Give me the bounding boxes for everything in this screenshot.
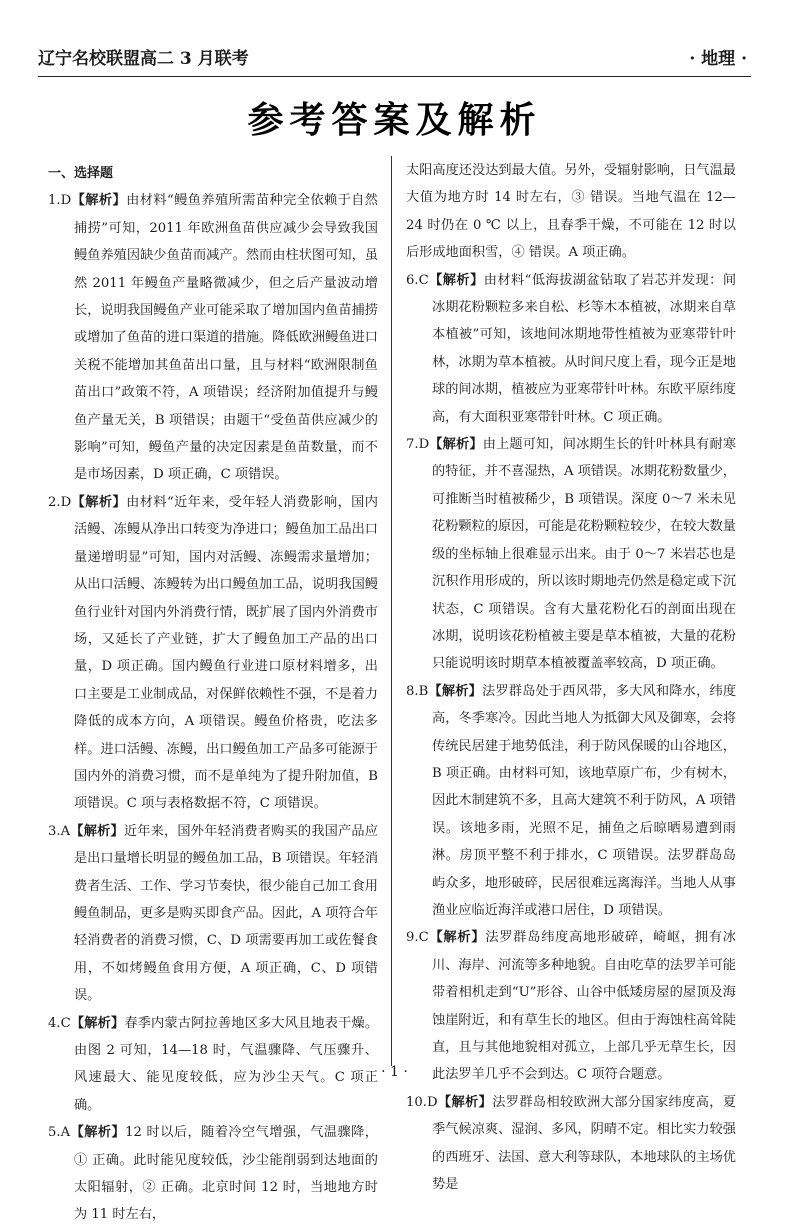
subject-label: · 地理 · [689, 49, 747, 69]
answer-item [406, 267, 736, 431]
question-number: 6.C [406, 272, 429, 288]
question-number: 7.D [406, 437, 430, 453]
column-divider [391, 156, 392, 1066]
analysis-tag: 【解析】 [70, 823, 124, 839]
answer-text: 太阳高度还没达到最大值。另外，受辐射影响，日气温最大值为地方时 14 时左右，③ 错误。当地气温在 12—24 时仍在 0 ℃ 以上，且春季干燥，不可能在 12 时以后形成地面积雪，④ 错误。A 项正确。 [406, 163, 736, 261]
answer-text: 春季内蒙古阿拉善地区多大风且地表干燥。由图 2 可知，14—18 时，气温骤降、气压骤升、风速最大、能见度较低，应为沙尘天气。C 项正确。 [74, 1015, 379, 1113]
answer-text: 由材料“鳗鱼养殖所需苗种完全依赖于自然捕捞”可知，2011 年欧洲鱼苗供应减少会导致我国鳗鱼养殖因缺少鱼苗而减产。然而由柱状图可知，虽然 2011 年鳗鱼产量略微减少，但之后产量波动增长，说明我国鳗鱼产业可能采取了增加国内鱼苗捕捞或增加了鱼苗的进口渠道的措施。降低欧洲鳗鱼进口关税不能增加其鱼苗出口量，且与材料“欧洲限制鱼苗出口”政策不符，A 项错误；经济附加值提升与鳗鱼产量无关，B 项错误；由题干“受鱼苗供应减少的影响”可知，鳗鱼产量的决定因素是鱼苗数量，而不是市场因素，D 项正确，C 项错误。 [74, 193, 378, 483]
analysis-tag: 【解析】 [428, 930, 486, 946]
analysis-tag: 【解析】 [437, 1094, 493, 1110]
answer-text: 由材料“近年来，受年轻人消费影响，国内活鳗、冻鳗从净出口转变为净进口；鳗鱼加工品出口量递增明显”可知，国内对活鳗、冻鳗需求量增加；从出口活鳗、冻鳗转为出口鳗鱼加工品，说明我国鳗鱼行业针对国内外消费行情，既扩展了国内外消费市场，又延长了产业链，扩大了鳗鱼加工产品的出口量，D 项正确。国内鳗鱼行业进口原材料增多，出口主要是工业制成品，对保鲜依赖性不强，不是着力降低的成本方向，A 项错误。鳗鱼价格贵，吃法多样。进口活鳗、冻鳗，出口鳗鱼加工产品多可能源于国内外的消费习惯，而不是单纯为了提升附加值，B 项错误。C 项与表格数据不符，C 项错误。 [74, 494, 378, 812]
analysis-tag: 【解析】 [71, 193, 127, 209]
answer-item [48, 489, 378, 818]
question-number: 1.D [48, 193, 72, 209]
analysis-tag: 【解析】 [428, 272, 484, 288]
answer-text: 法罗群岛纬度高地形破碎，崎岖，拥有冰川、海岸、河流等多种地貌。自由吃草的法罗羊可能带着相机走到“U”形谷、山谷中低矮房屋的屋顶及海蚀崖附近，和有草生长的地区。但由于海蚀柱高耸陡直，且与其他地貌相对孤立，上部几乎无草生长，因此法罗羊几乎不会到达。C 项符合题意。 [432, 930, 736, 1083]
answer-text: 法罗群岛处于西风带，多大风和降水，纬度高，冬季寒冷。因此当地人为抵御大风及御寒，会将传统民居建于地势低洼，利于防风保暖的山谷地区，B 项正确。由材料可知，该地草原广布，少有树木，因此木制建筑不多，且高大建筑不利于防风，A 项错误。该地多雨，光照不足，捕鱼之后晾晒易遭到雨淋。房顶平整不利于排水，C 项错误。法罗群岛岛屿众多，地形破碎，民居很难远离海洋。当地人从事渔业应临近海洋或港口居住，D 项错误。 [432, 683, 737, 918]
section-title: 一、选择题 [48, 166, 114, 181]
answer-text: 由上题可知，间冰期生长的针叶林具有耐寒的特征，并不喜湿热，A 项错误。冰期花粉数量少，可推断当时植被稀少，B 项错误。深度 0～7 米未见花粉颗粒的原因，可能是花粉颗粒较少，在较大数量级的坐标轴上很难显示出来。由于 0～7 米岩芯也是沉积作用形成的，所以该时期地壳仍然是稳定或下沉状态，C 项错误。含有大量花粉化石的剖面出现在冰期，说明该花粉植被主要是草本植被，大量的花粉只能说明该时期草本植被覆盖率较高，D 项正确。 [432, 437, 737, 672]
answer-item [406, 678, 736, 925]
question-number: 10.D [406, 1094, 438, 1110]
answer-item [406, 1089, 736, 1199]
analysis-tag: 【解析】 [428, 683, 482, 699]
page-title: 参考答案及解析 [247, 100, 542, 141]
answer-item [406, 157, 736, 267]
page-number: · 1 · [381, 1064, 408, 1080]
question-number: 2.D [48, 494, 72, 510]
question-number: 9.C [406, 930, 429, 946]
answer-item [48, 1119, 378, 1229]
answer-text: 由材料“低海拔湖盆钻取了岩芯并发现：间冰期花粉颗粒多来自松、杉等木本植被，冰期来自草本植被”可知，该地间冰期地带性植被为亚寒带针叶林，冰期为草本植被。从时间尺度上看，现今正是地球的间冰期，植被应为亚寒带针叶林。东欧平原纬度高，有大面积亚寒带针叶林。C 项正确。 [432, 272, 737, 425]
question-number: 3.A [48, 823, 71, 839]
analysis-tag: 【解析】 [70, 1015, 125, 1031]
analysis-tag: 【解析】 [70, 1125, 126, 1141]
exam-name: 辽宁名校联盟高二 3 月联考 [38, 49, 249, 69]
analysis-tag: 【解析】 [429, 437, 483, 453]
question-number: 4.C [48, 1015, 71, 1031]
answer-text: 12 时以后，随着冷空气增强，气温骤降，① 正确。此时能见度较低，沙尘能削弱到达地面的太阳辐射，② 正确。北京时间 12 时，当地地方时为 11 时左右， [74, 1125, 378, 1223]
question-number: 5.A [48, 1125, 71, 1141]
answer-item [406, 431, 736, 678]
answer-item [48, 187, 378, 488]
answer-text: 近年来，国外年轻消费者购买的我国产品应是出口量增长明显的鳗鱼加工品，B 项错误。年轻消费者生活、工作、学习节奏快，很少能自己加工食用鳗鱼制品，更多是购买即食产品。因此，A 项符合年轻消费者的消费习惯，C、D 项需要再加工或佐餐食用，不如烤鳗鱼食用方便，A 项正确，C、D 项错误。 [74, 823, 379, 1004]
answer-item [48, 818, 378, 1010]
question-number: 8.B [406, 683, 429, 699]
page-header [38, 36, 751, 77]
analysis-tag: 【解析】 [71, 494, 127, 510]
right-column [406, 157, 736, 1198]
answer-text: 法罗群岛相较欧洲大部分国家纬度高，夏季气候凉爽、湿润、多风，阴晴不定。相比实力较强的西班牙、法国、意大利等球队，本地球队的主场优势是 [432, 1094, 737, 1193]
